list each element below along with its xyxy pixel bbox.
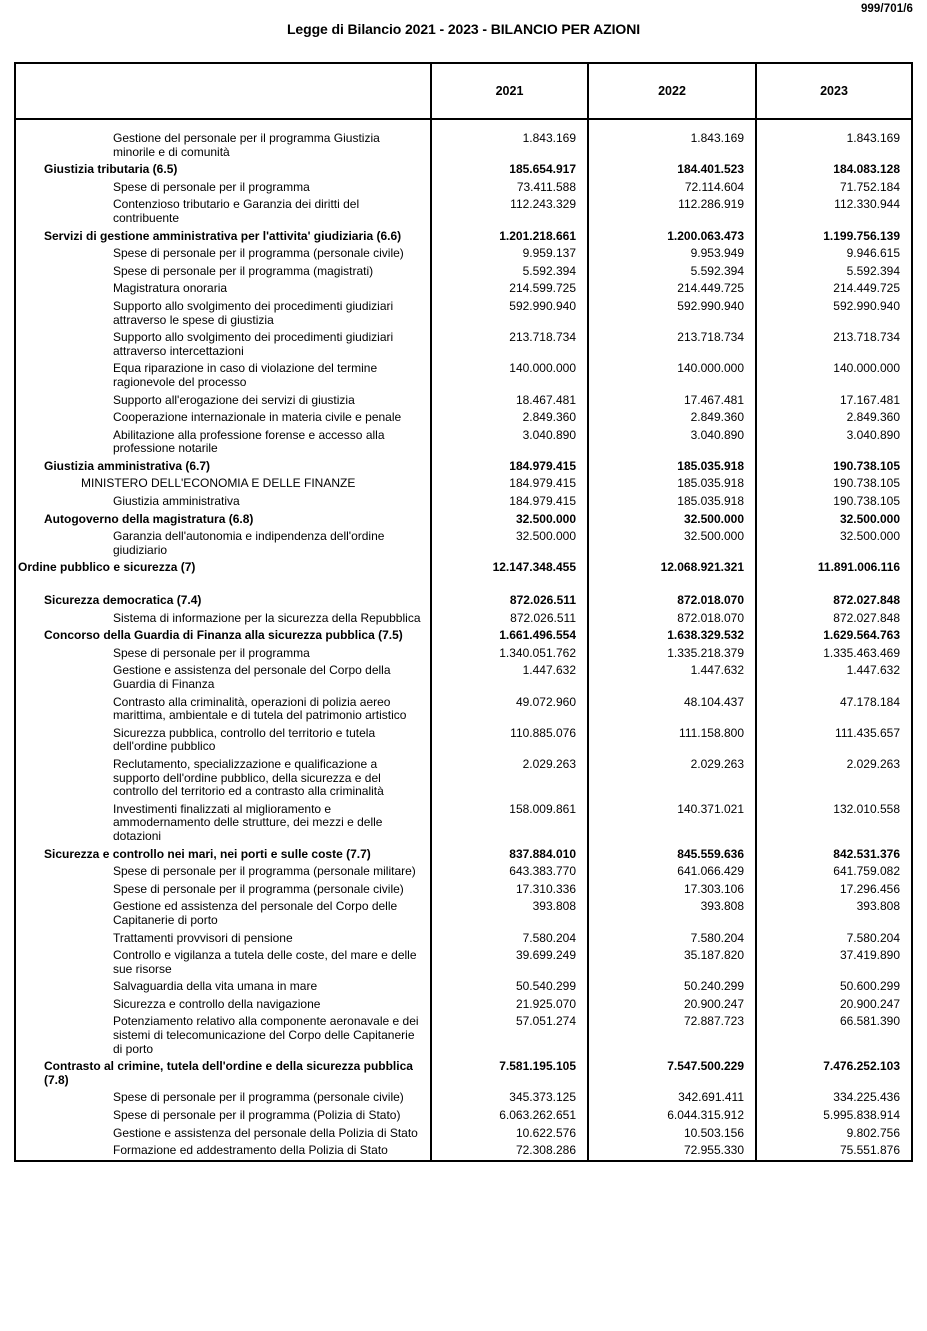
row-value-2022: 185.035.918 [588,493,756,511]
table-row-action [15,996,912,1014]
row-value-2021: 39.699.249 [431,947,588,978]
row-value-2021: 1.201.218.661 [431,228,588,246]
row-value-2021: 1.340.051.762 [431,645,588,663]
row-value-2022: 184.401.523 [588,161,756,179]
table-row-action [15,645,912,663]
table-row-action [15,179,912,197]
row-value-2021: 592.990.940 [431,298,588,329]
row-label: Trattamenti provvisori di pensione [113,930,293,945]
row-label: MINISTERO DELL'ECONOMIA E DELLE FINANZE [81,476,356,491]
table-row-program [15,458,912,476]
row-value-2023: 3.040.890 [756,427,912,458]
row-value-2022: 214.449.725 [588,280,756,298]
row-value-2021: 185.654.917 [431,161,588,179]
row-value-2021: 7.580.204 [431,930,588,948]
row-label: Equa riparazione in caso di violazione del termine ragionevole del processo [113,361,378,389]
row-value-2021: 393.808 [431,898,588,929]
row-value-2022: 7.580.204 [588,930,756,948]
row-value-2021: 2.849.360 [431,409,588,427]
row-value-2023: 11.891.006.116 [756,559,912,577]
row-value-2022: 72.955.330 [588,1142,756,1161]
row-value-2022: 1.638.329.532 [588,627,756,645]
row-label: Spese di personale per il programma (Polizia di Stato) [113,1108,401,1123]
table-row-action [15,1013,912,1058]
table-row-program [15,559,912,577]
row-value-2021: 643.383.770 [431,863,588,881]
table-row-action [15,329,912,360]
table-row-program [15,511,912,529]
row-value-2023: 5.592.394 [756,263,912,281]
row-label: Formazione ed addestramento della Polizia di Stato [113,1143,388,1158]
row-value-2022: 872.018.070 [588,610,756,628]
row-value-2022: 3.040.890 [588,427,756,458]
row-value-2023: 111.435.657 [756,725,912,756]
row-value-2022: 48.104.437 [588,694,756,725]
row-value-2023: 1.447.632 [756,662,912,693]
row-value-2021: 184.979.415 [431,475,588,493]
row-label: Cooperazione internazionale in materia civile e penale [113,410,402,425]
table-row-action [15,528,912,559]
row-value-2022: 1.843.169 [588,130,756,161]
spacer-cell [588,577,756,592]
row-value-2022: 5.592.394 [588,263,756,281]
row-value-2022: 72.887.723 [588,1013,756,1058]
row-value-2023: 190.738.105 [756,458,912,476]
row-value-2023: 20.900.247 [756,996,912,1014]
spacer-cell [15,119,431,130]
row-value-2023: 592.990.940 [756,298,912,329]
row-label: Salvaguardia della vita umana in mare [113,979,318,994]
row-value-2022: 2.849.360 [588,409,756,427]
table-body [15,119,912,1161]
row-value-2021: 345.373.125 [431,1089,588,1107]
column-header-2021: 2021 [431,63,588,119]
row-label: Sicurezza democratica (7.4) [44,593,202,608]
row-value-2023: 5.995.838.914 [756,1107,912,1125]
table-row-program [15,161,912,179]
row-value-2022: 17.303.106 [588,881,756,899]
row-value-2021: 57.051.274 [431,1013,588,1058]
row-value-2022: 185.035.918 [588,475,756,493]
row-value-2021: 12.147.348.455 [431,559,588,577]
row-value-2023: 32.500.000 [756,511,912,529]
table-row-action [15,978,912,996]
row-label: Controllo e vigilanza a tutela delle coste, del mare e delle sue risorse [113,948,417,976]
row-label: Autogoverno della magistratura (6.8) [44,511,254,526]
row-value-2023: 842.531.376 [756,846,912,864]
header-row [15,63,912,119]
table-row-action [15,475,912,493]
row-value-2022: 342.691.411 [588,1089,756,1107]
spacer-cell [431,119,588,130]
page-title: Legge di Bilancio 2021 - 2023 - BILANCIO PER AZIONI [286,21,640,37]
row-value-2023: 17.296.456 [756,881,912,899]
row-label: Contrasto al crimine, tutela dell'ordine e della sicurezza pubblica (7.8) [44,1059,413,1087]
table-row-action [15,801,912,846]
table-row-action [15,493,912,511]
row-value-2021: 1.661.496.554 [431,627,588,645]
row-value-2021: 50.540.299 [431,978,588,996]
table-row-action [15,298,912,329]
table-row-action [15,392,912,410]
spacer-cell [15,577,431,592]
row-value-2023: 50.600.299 [756,978,912,996]
table-spacer-row [15,577,912,592]
table-row-action [15,1125,912,1143]
table-row-action [15,863,912,881]
row-value-2023: 112.330.944 [756,196,912,227]
row-value-2021: 3.040.890 [431,427,588,458]
table-row-program [15,627,912,645]
row-value-2023: 9.946.615 [756,245,912,263]
column-header-2023: 2023 [756,63,912,119]
table-row-action [15,694,912,725]
row-label: Gestione e assistenza del personale del Corpo della Guardia di Finanza [113,663,391,691]
table-row-action [15,1142,912,1161]
row-label: Spese di personale per il programma (personale militare) [113,864,416,879]
row-value-2023: 7.580.204 [756,930,912,948]
row-value-2021: 10.622.576 [431,1125,588,1143]
table-row-action [15,947,912,978]
row-label: Gestione del personale per il programma Giustizia minorile e di comunità [113,131,380,159]
budget-table-container [14,62,913,1162]
row-value-2023: 47.178.184 [756,694,912,725]
table-row-action [15,263,912,281]
row-value-2023: 334.225.436 [756,1089,912,1107]
spacer-cell [756,577,912,592]
row-value-2022: 1.200.063.473 [588,228,756,246]
table-row-action [15,1107,912,1125]
row-value-2023: 213.718.734 [756,329,912,360]
row-value-2022: 641.066.429 [588,863,756,881]
row-value-2022: 111.158.800 [588,725,756,756]
table-top-gap-row [15,119,912,130]
row-value-2023: 872.027.848 [756,610,912,628]
row-value-2022: 72.114.604 [588,179,756,197]
row-value-2023: 872.027.848 [756,592,912,610]
row-label: Investimenti finalizzati al miglioramento e ammodernamento delle strutture, dei mezzi e delle dotazioni [113,801,383,843]
spacer-cell [431,577,588,592]
row-value-2021: 17.310.336 [431,881,588,899]
row-value-2021: 73.411.588 [431,179,588,197]
row-value-2023: 190.738.105 [756,493,912,511]
row-value-2021: 112.243.329 [431,196,588,227]
row-value-2023: 9.802.756 [756,1125,912,1143]
row-value-2021: 110.885.076 [431,725,588,756]
row-label: Supporto all'erogazione dei servizi di giustizia [113,392,355,407]
row-value-2022: 6.044.315.912 [588,1107,756,1125]
row-value-2021: 158.009.861 [431,801,588,846]
row-value-2023: 1.629.564.763 [756,627,912,645]
row-value-2022: 20.900.247 [588,996,756,1014]
row-value-2022: 140.000.000 [588,360,756,391]
table-row-action [15,881,912,899]
row-value-2023: 17.167.481 [756,392,912,410]
row-value-2021: 872.026.511 [431,610,588,628]
spacer-cell [756,119,912,130]
row-label: Spese di personale per il programma [113,179,310,194]
row-value-2022: 393.808 [588,898,756,929]
row-label: Spese di personale per il programma [113,645,310,660]
row-value-2021: 184.979.415 [431,493,588,511]
row-value-2021: 140.000.000 [431,360,588,391]
row-value-2023: 184.083.128 [756,161,912,179]
row-value-2023: 1.843.169 [756,130,912,161]
table-row-action [15,130,912,161]
row-value-2023: 190.738.105 [756,475,912,493]
table-row-action [15,196,912,227]
row-value-2022: 35.187.820 [588,947,756,978]
row-value-2022: 32.500.000 [588,511,756,529]
row-label: Gestione ed assistenza del personale del Corpo delle Capitanerie di porto [113,899,398,927]
table-row-action [15,930,912,948]
table-header [15,63,912,119]
row-label: Garanzia dell'autonomia e indipendenza dell'ordine giudiziario [113,529,385,557]
row-label: Giustizia amministrativa [113,494,240,509]
row-value-2023: 393.808 [756,898,912,929]
table-row-action [15,610,912,628]
row-value-2022: 17.467.481 [588,392,756,410]
table-row-action [15,756,912,801]
row-value-2023: 2.029.263 [756,756,912,801]
row-value-2021: 1.447.632 [431,662,588,693]
row-value-2022: 1.447.632 [588,662,756,693]
row-value-2021: 872.026.511 [431,592,588,610]
row-label: Spese di personale per il programma (personale civile) [113,246,404,261]
row-value-2023: 2.849.360 [756,409,912,427]
spacer-cell [588,119,756,130]
table-row-program [15,1058,912,1089]
row-label: Sicurezza pubblica, controllo del territorio e tutela dell'ordine pubblico [113,725,376,754]
row-label: Magistratura onoraria [113,281,228,296]
row-value-2022: 12.068.921.321 [588,559,756,577]
row-value-2023: 132.010.558 [756,801,912,846]
row-value-2021: 6.063.262.651 [431,1107,588,1125]
row-label: Spese di personale per il programma (personale civile) [113,1090,404,1105]
row-value-2022: 50.240.299 [588,978,756,996]
row-label: Giustizia amministrativa (6.7) [44,458,211,473]
row-value-2021: 32.500.000 [431,528,588,559]
row-value-2022: 112.286.919 [588,196,756,227]
row-value-2021: 184.979.415 [431,458,588,476]
row-value-2023: 75.551.876 [756,1142,912,1161]
row-value-2023: 1.199.756.139 [756,228,912,246]
budget-table [14,62,913,1162]
row-value-2023: 641.759.082 [756,863,912,881]
row-label: Servizi di gestione amministrativa per l'attivita' giudiziaria (6.6) [44,228,402,243]
row-value-2021: 2.029.263 [431,756,588,801]
row-value-2023: 66.581.390 [756,1013,912,1058]
row-value-2021: 49.072.960 [431,694,588,725]
row-value-2023: 7.476.252.103 [756,1058,912,1089]
row-value-2023: 140.000.000 [756,360,912,391]
table-row-action [15,1089,912,1107]
row-value-2022: 9.953.949 [588,245,756,263]
row-label: Spese di personale per il programma (personale civile) [113,881,404,896]
row-value-2021: 1.843.169 [431,130,588,161]
column-header-label [15,63,431,119]
row-label: Ordine pubblico e sicurezza (7) [18,560,196,575]
table-row-program [15,846,912,864]
row-label: Abilitazione alla professione forense e accesso alla professione notarile [113,427,385,456]
row-value-2023: 37.419.890 [756,947,912,978]
row-value-2021: 7.581.195.105 [431,1058,588,1089]
row-value-2021: 5.592.394 [431,263,588,281]
row-value-2022: 213.718.734 [588,329,756,360]
row-value-2021: 837.884.010 [431,846,588,864]
row-value-2022: 32.500.000 [588,528,756,559]
table-row-action [15,725,912,756]
row-value-2022: 845.559.636 [588,846,756,864]
row-label: Contrasto alla criminalità, operazioni di polizia aereo marittima, ambientale e di tutela del patrimonio artistico [113,694,407,723]
row-value-2022: 872.018.070 [588,592,756,610]
page-code: 999/701/6 [860,3,913,15]
table-row-action [15,427,912,458]
row-label: Giustizia tributaria (6.5) [44,162,178,177]
row-label: Sicurezza e controllo della navigazione [113,996,321,1011]
table-row-action [15,360,912,391]
row-label: Sicurezza e controllo nei mari, nei porti e sulle coste (7.7) [44,846,371,861]
row-value-2021: 32.500.000 [431,511,588,529]
row-value-2022: 185.035.918 [588,458,756,476]
row-label: Spese di personale per il programma (magistrati) [113,263,374,278]
row-label: Contenzioso tributario e Garanzia dei diritti del contribuente [113,197,360,225]
column-header-2022: 2022 [588,63,756,119]
row-value-2023: 71.752.184 [756,179,912,197]
row-value-2021: 18.467.481 [431,392,588,410]
row-label: Concorso della Guardia di Finanza alla sicurezza pubblica (7.5) [44,628,403,643]
row-value-2021: 214.599.725 [431,280,588,298]
row-label: Supporto allo svolgimento dei procedimenti giudiziari attraverso le spese di giustizia [113,298,394,327]
row-value-2021: 72.308.286 [431,1142,588,1161]
row-value-2023: 32.500.000 [756,528,912,559]
row-label: Sistema di informazione per la sicurezza della Repubblica [113,610,421,625]
row-value-2022: 7.547.500.229 [588,1058,756,1089]
table-row-program [15,592,912,610]
table-row-program [15,228,912,246]
row-value-2022: 10.503.156 [588,1125,756,1143]
row-value-2022: 1.335.218.379 [588,645,756,663]
row-value-2023: 1.335.463.469 [756,645,912,663]
table-row-action [15,280,912,298]
table-row-action [15,409,912,427]
row-label: Potenziamento relativo alla componente aeronavale e dei sistemi di telecomunicazione del Corpo delle Capitanerie di porto [113,1014,419,1056]
row-value-2022: 140.371.021 [588,801,756,846]
row-value-2022: 592.990.940 [588,298,756,329]
row-label: Reclutamento, specializzazione e qualificazione a supporto dell'ordine pubblico, della sicurezza e del controllo del territorio ed a contrasto alla criminalità [113,756,384,799]
row-value-2022: 2.029.263 [588,756,756,801]
row-value-2021: 21.925.070 [431,996,588,1014]
table-row-action [15,662,912,693]
table-row-action [15,245,912,263]
row-value-2021: 213.718.734 [431,329,588,360]
row-label: Supporto allo svolgimento dei procedimenti giudiziari attraverso intercettazioni [113,330,394,358]
row-value-2021: 9.959.137 [431,245,588,263]
row-value-2023: 214.449.725 [756,280,912,298]
table-row-action [15,898,912,929]
row-label: Gestione e assistenza del personale della Polizia di Stato [113,1125,418,1140]
